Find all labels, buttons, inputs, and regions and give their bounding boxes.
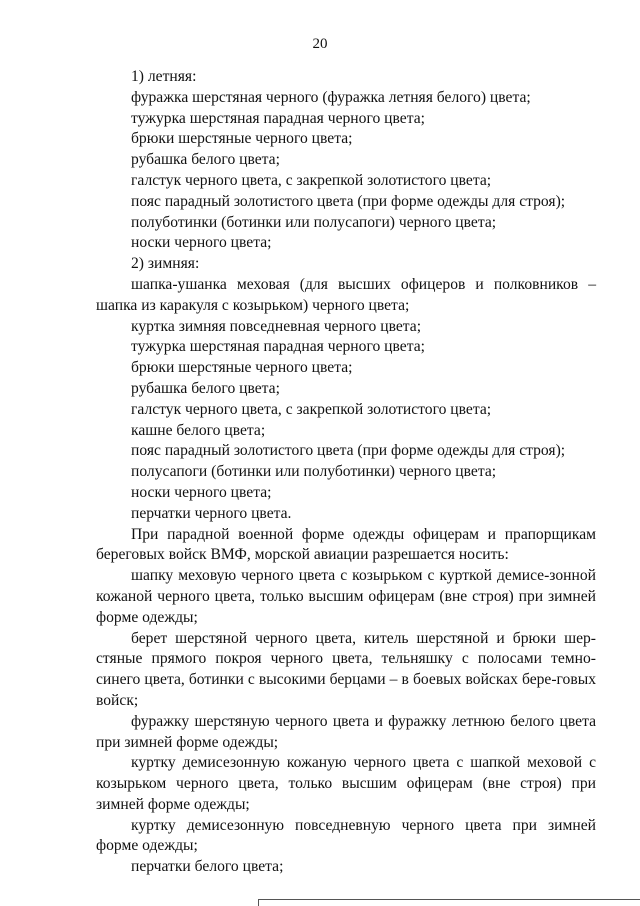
list-item: полуботинки (ботинки или полусапоги) черного цвета; [131,213,497,231]
list-item: рубашка белого цвета; [131,151,280,169]
list-item: брюки шерстяные черного цвета; [131,130,353,148]
list-item: галстук черного цвета, с закрепкой золотистого цвета; [131,171,492,189]
list-item: носки черного цвета; [131,483,272,501]
list-item: фуражка шерстяная черного (фуражка летняя белого) цвета; [131,88,531,106]
permission-item: берет шерстяной черного цвета, китель шерстяной и брюки шер-стяные прямого покроя черного цвета, тельняшку с полосами темно-синего цвета, ботинки с высокими берцами – в боевых войсках бере-говых войск; [96,629,596,709]
list-item-hat-line2: шапка из каракуля с козырьком) черного цвета; [96,296,410,314]
winter-heading: 2) зимняя: [131,255,200,273]
list-item: брюки шерстяные черного цвета; [131,359,353,377]
permission-item: куртку демисезонную повседневную черного цвета при зимней форме одежды; [96,816,596,855]
permission-item: шапку меховую черного цвета с козырьком с курткой демисе-зонной кожаной черного цвета, только высшим офицерам (вне строя) при зимней форме одежды; [96,567,596,626]
list-item: полусапоги (ботинки или полуботинки) черного цвета; [131,463,497,481]
list-item: пояс парадный золотистого цвета (при форме одежды для строя); [131,442,566,460]
list-item: перчатки черного цвета. [131,504,292,522]
list-item: рубашка белого цвета; [131,379,280,397]
list-item: тужурка шерстяная парадная черного цвета; [131,109,425,127]
list-item: носки черного цвета; [131,234,272,252]
document-body [96,67,596,878]
summer-heading: 1) летняя: [131,68,197,85]
page-number: 20 [312,36,328,52]
list-item: галстук черного цвета, с закрепкой золотистого цвета; [131,400,492,418]
permission-item: перчатки белого цвета; [131,858,284,876]
list-item-hat-line1: шапка-ушанка меховая (для высших офицеров и полковников – [131,275,596,293]
list-item: тужурка шерстяная парадная черного цвета; [131,338,425,356]
permission-item: фуражку шерстяную черного цвета и фуражку летнюю белого цвета при зимней форме одежды; [96,712,596,751]
list-item: пояс парадный золотистого цвета (при форме одежды для строя); [131,192,566,210]
list-item: куртка зимняя повседневная черного цвета; [131,317,422,335]
permission-item: куртку демисезонную кожаную черного цвета с шапкой меховой с козырьком черного цвета, только высшим офицерам (вне строя) при зимней форме одежды; [96,754,596,813]
list-item: кашне белого цвета; [131,421,266,439]
permission-intro: При парадной военной форме одежды офицерам и прапорщикам береговых войск ВМФ, морской авиации разрешается носить: [96,525,596,564]
